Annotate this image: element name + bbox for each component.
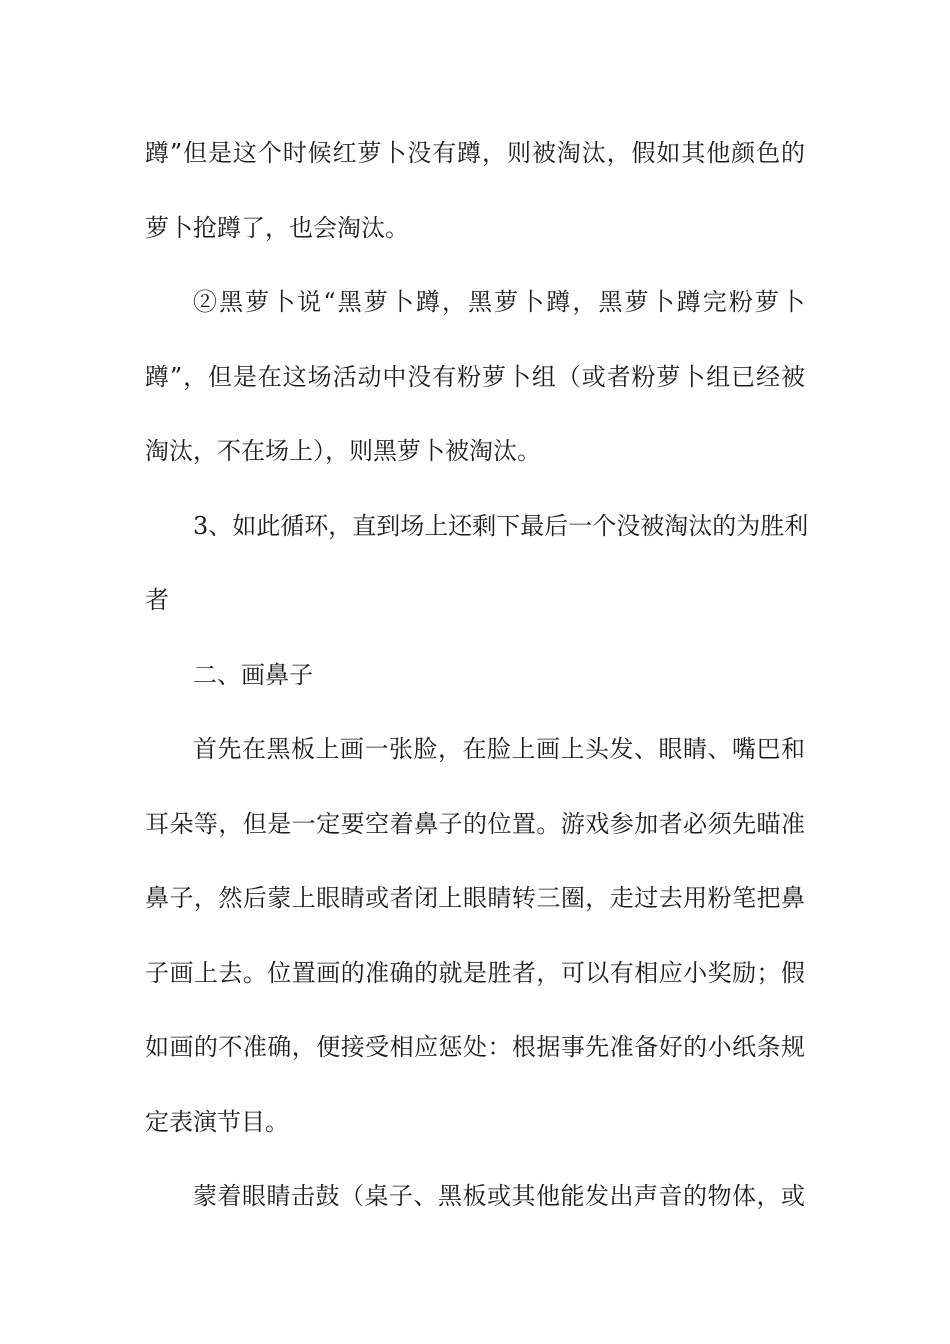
text-line: 淘汰，不在场上），则黑萝卜被淘汰。 bbox=[145, 437, 541, 465]
text-line: ②黑萝卜说“黑萝卜蹲，黑萝卜蹲，黑萝卜蹲完粉萝卜 bbox=[193, 288, 805, 316]
text-line: 者 bbox=[145, 586, 169, 614]
section-heading: 二、画鼻子 bbox=[193, 660, 313, 689]
text-line: 蒙着眼睛击鼓（桌子、黑板或其他能发出声音的物体，或 bbox=[193, 1182, 805, 1210]
text-line: 子画上去。位置画的准确的就是胜者，可以有相应小奖励；假 bbox=[145, 958, 805, 987]
text-line: 如画的不准确，便接受相应惩处：根据事先准备好的小纸条规 bbox=[145, 1033, 805, 1061]
text-line: 萝卜抢蹲了，也会淘汰。 bbox=[145, 213, 409, 242]
text-line: 蹲”但是这个时候红萝卜没有蹲，则被淘汰，假如其他颜色的 bbox=[145, 139, 805, 167]
text-line: 鼻子，然后蒙上眼睛或者闭上眼睛转三圈，走过去用粉笔把鼻 bbox=[145, 884, 805, 912]
text-line: 蹲”，但是在这场活动中没有粉萝卜组（或者粉萝卜组已经被 bbox=[145, 362, 805, 391]
document-body bbox=[145, 128, 809, 1246]
text-line: 3、如此循环，直到场上还剩下最后一个没被淘汰的为胜利 bbox=[193, 511, 809, 540]
text-line: 耳朵等，但是一定要空着鼻子的位置。游戏参加者必须先瞄准 bbox=[145, 809, 805, 838]
text-line: 首先在黑板上画一张脸，在脸上画上头发、眼睛、嘴巴和 bbox=[193, 735, 805, 763]
text-line: 定表演节目。 bbox=[145, 1107, 289, 1136]
